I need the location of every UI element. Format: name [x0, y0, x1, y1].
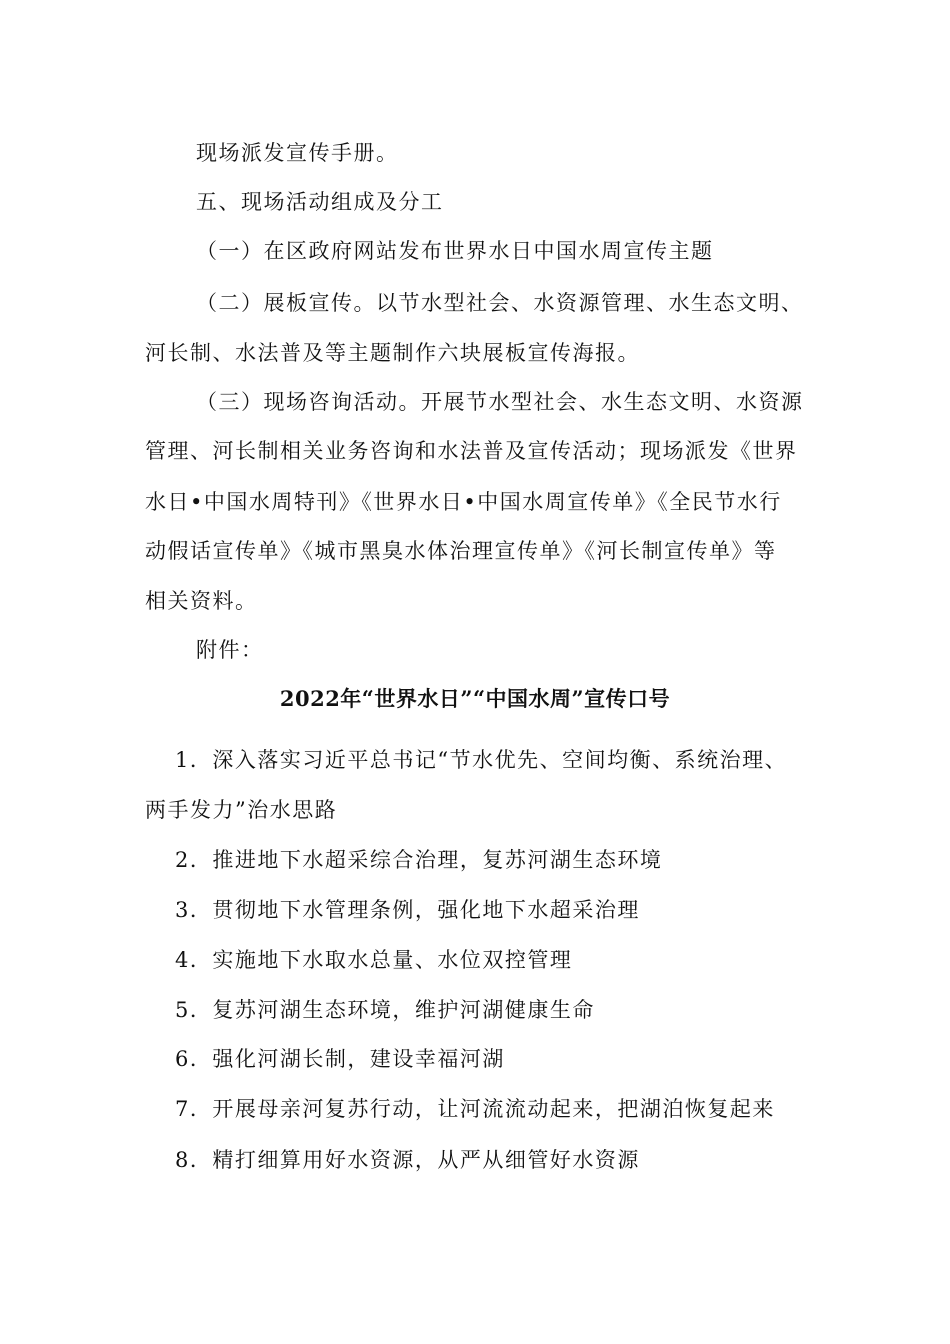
paragraph-line: （一）在区政府网站发布世界水日中国水周宣传主题 [196, 239, 714, 263]
slogan-item-continuation: 两手发力”治水思路 [145, 798, 338, 822]
paragraph-line: （二）展板宣传。以节水型社会、水资源管理、水生态文明、 [196, 291, 804, 315]
slogan-item: 5．复苏河湖生态环境，维护河湖健康生命 [175, 998, 595, 1022]
slogan-item: 7．开展母亲河复苏行动，让河流流动起来，把湖泊恢复起来 [175, 1097, 775, 1121]
slogan-item: 4．实施地下水取水总量、水位双控管理 [175, 948, 573, 972]
slogan-item: 8．精打细算用好水资源，从严从细管好水资源 [175, 1148, 640, 1172]
slogan-item: 1．深入落实习近平总书记“节水优先、空间均衡、系统治理、 [175, 748, 788, 772]
paragraph-line: 管理、河长制相关业务咨询和水法普及宣传活动；现场派发《世界 [145, 439, 798, 463]
paragraph-line: 河长制、水法普及等主题制作六块展板宣传海报。 [145, 341, 640, 365]
slogan-item: 6．强化河湖长制，建设幸福河湖 [175, 1047, 505, 1071]
attachment-title: 2022年“世界水日”“中国水周”宣传口号 [279, 686, 671, 711]
section-heading: 五、现场活动组成及分工 [196, 190, 444, 214]
slogan-item: 3．贯彻地下水管理条例，强化地下水超采治理 [175, 898, 640, 922]
paragraph-line: 动假话宣传单》《城市黑臭水体治理宣传单》《河长制宣传单》等 [145, 539, 777, 563]
paragraph-line: 相关资料。 [145, 589, 258, 613]
paragraph-line: （三）现场咨询活动。开展节水型社会、水生态文明、水资源 [196, 390, 804, 414]
paragraph-line: 水日•中国水周特刊》《世界水日•中国水周宣传单》《全民节水行 [145, 490, 782, 514]
attachment-label: 附件： [196, 638, 264, 662]
slogan-item: 2．推进地下水超采综合治理，复苏河湖生态环境 [175, 848, 663, 872]
paragraph-line: 现场派发宣传手册。 [196, 141, 399, 165]
